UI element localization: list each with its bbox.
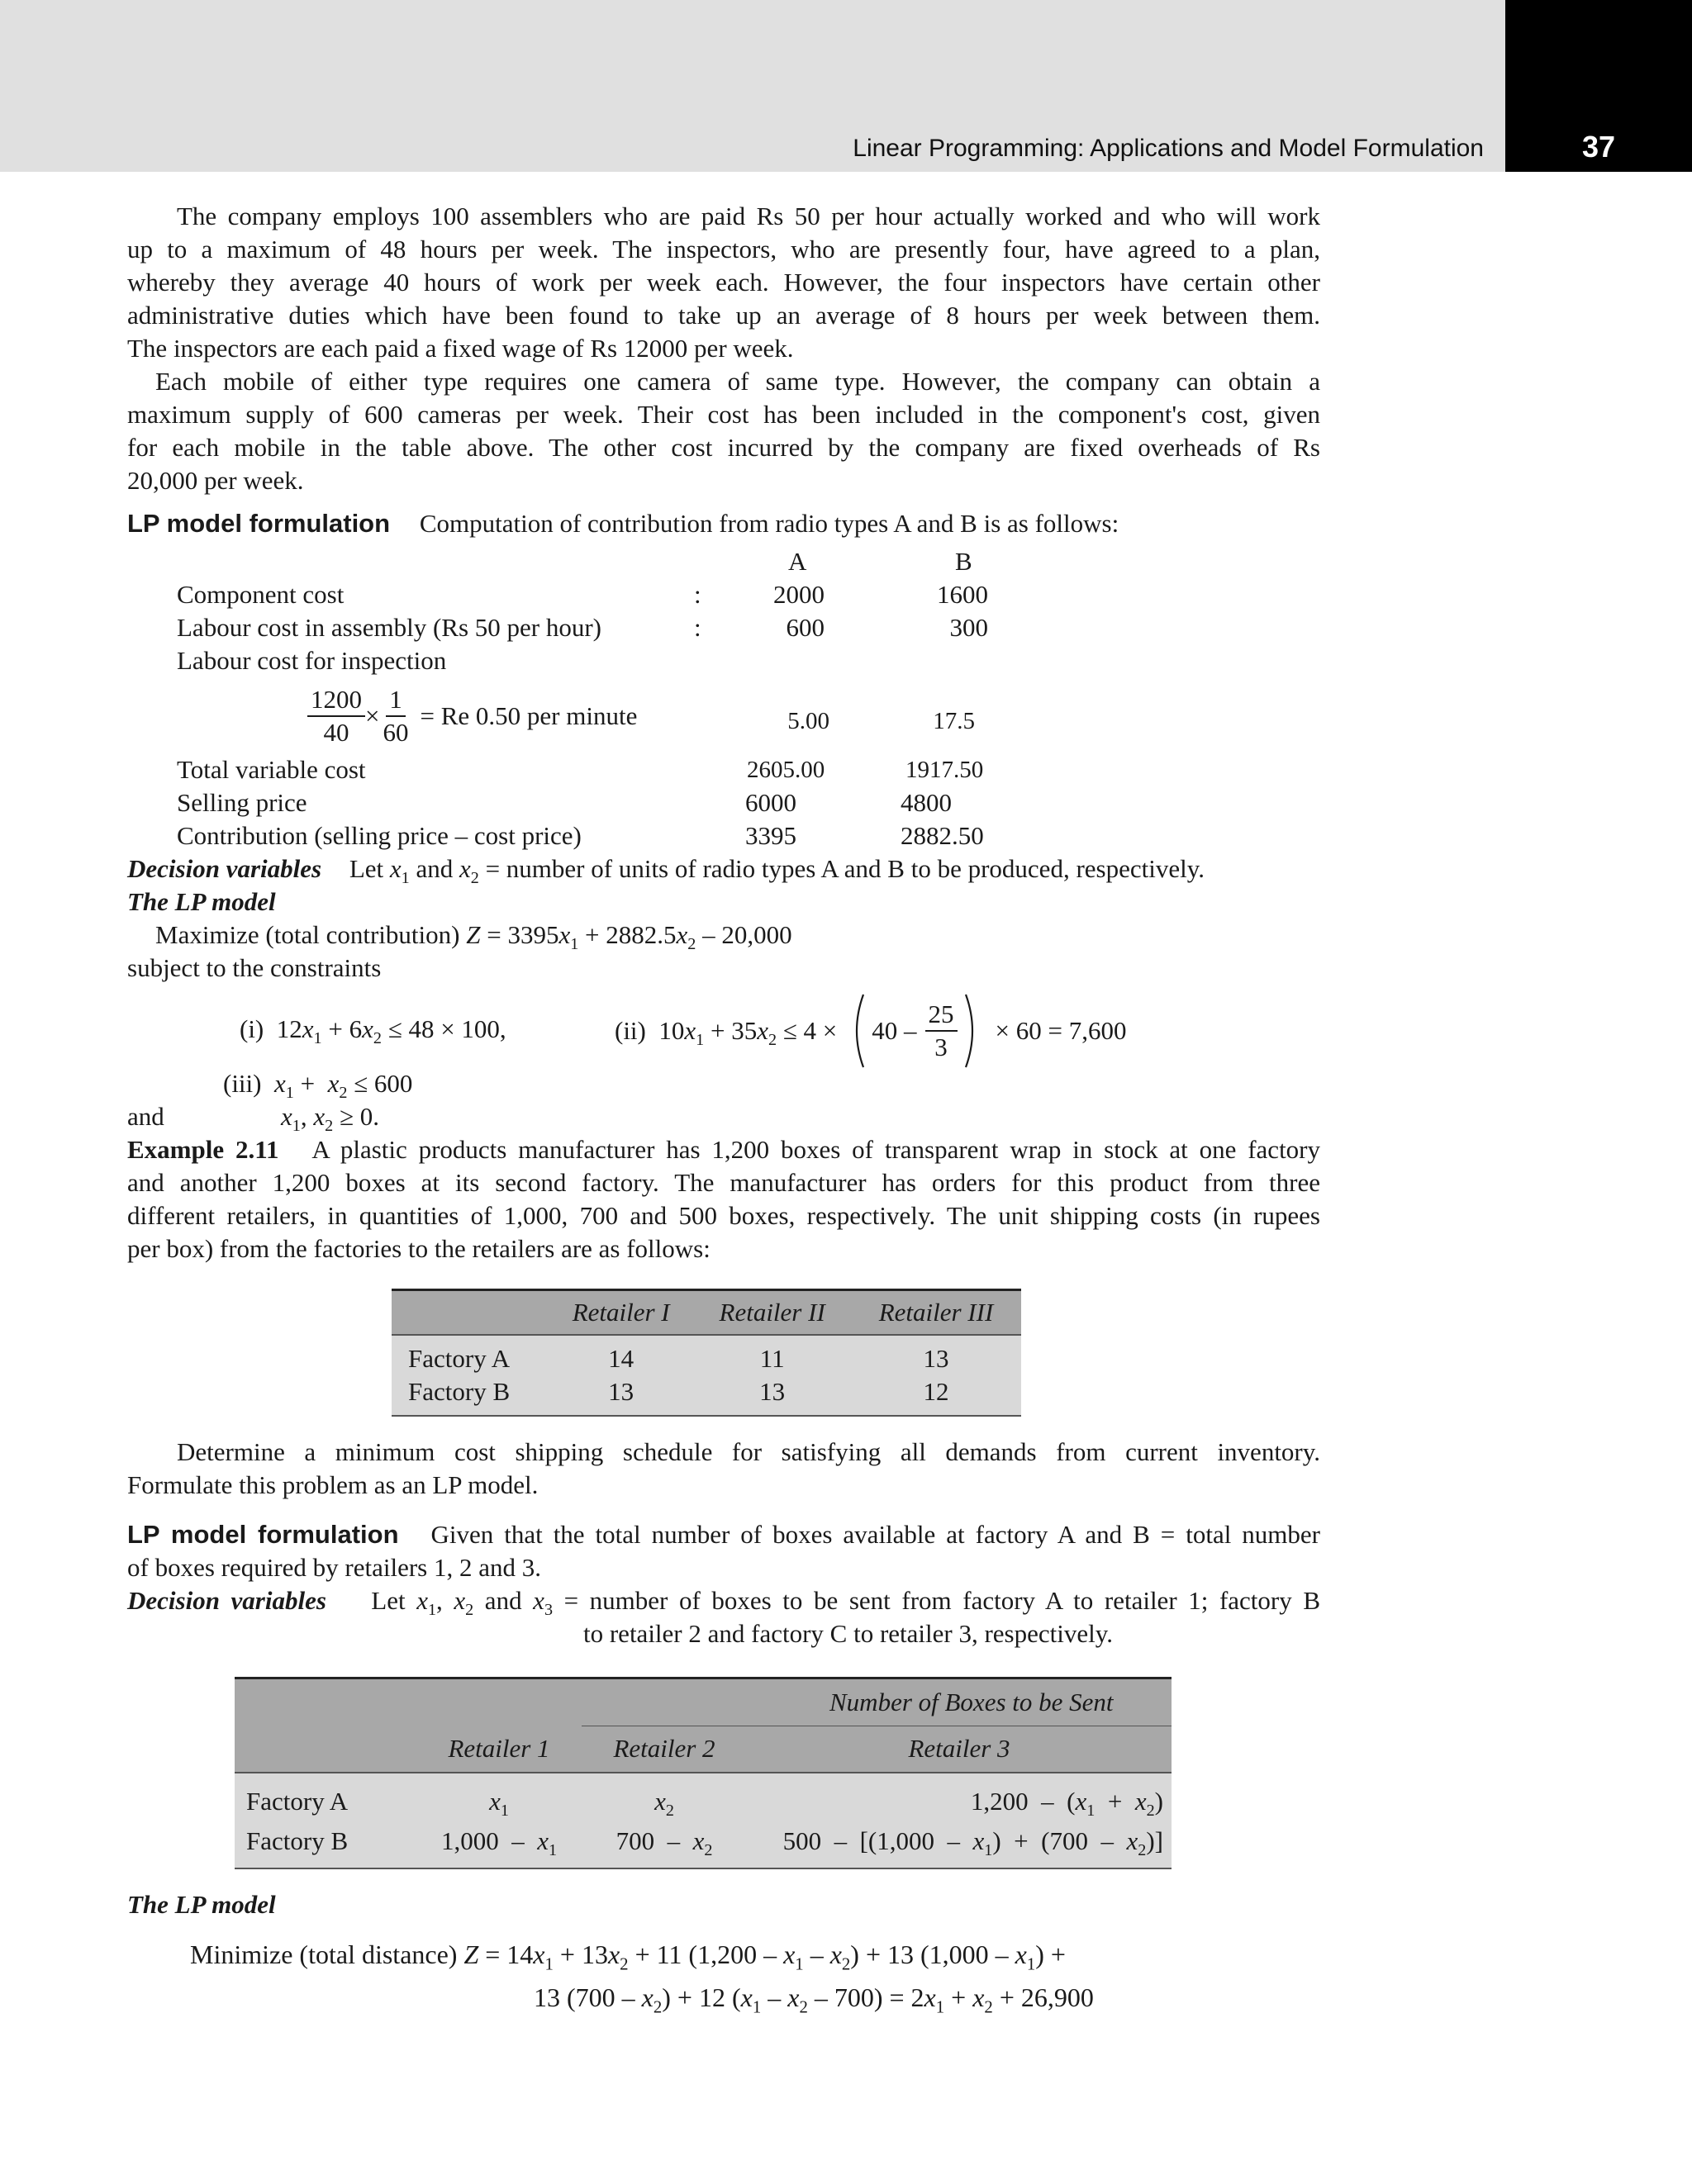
table-header-cell: Retailer 3 bbox=[747, 1726, 1172, 1773]
table-cell: $700 - x_2$ bbox=[582, 1822, 747, 1868]
lp-model-label-2: The LP model bbox=[127, 1890, 276, 1919]
table-row bbox=[392, 1375, 1021, 1416]
text-line: Determine a minimum cost shipping schedule for satisfying all demands from current inventory. bbox=[177, 1437, 1320, 1466]
total-row-label: Selling price bbox=[177, 788, 307, 817]
constraint-2-right: × 60 = 7,600 bbox=[995, 1016, 1127, 1045]
inspection-a: 5.00 bbox=[787, 708, 829, 734]
table-cell: 13 bbox=[851, 1335, 1021, 1375]
section-heading: LP model formulation bbox=[127, 509, 391, 538]
text-line: The company employs 100 assemblers who are paid Rs 50 per hour actually worked and who will work bbox=[177, 202, 1320, 230]
times-sign: × bbox=[365, 701, 380, 730]
denominator: 60 bbox=[383, 718, 409, 747]
table-header-cell: Retailer 1 bbox=[416, 1726, 582, 1773]
table-header-cell bbox=[235, 1726, 416, 1773]
text-line: whereby they average 40 hours of work per week each. However, the four inspectors have certain other bbox=[127, 268, 1320, 297]
text-line: different retailers, in quantities of 1,000, 700 and 500 boxes, respectively. The unit shipping costs (in rupees bbox=[127, 1201, 1320, 1230]
boxes-table bbox=[235, 1677, 1172, 1869]
cost-row-b: 300 bbox=[949, 613, 988, 642]
denominator: 40 bbox=[323, 718, 349, 747]
text-line bbox=[127, 1133, 1320, 1166]
constraint-3: (iii) $x_1 + x_2 \le 600$ bbox=[223, 1069, 413, 1103]
table-header-cell: Retailer III bbox=[851, 1290, 1021, 1335]
denominator: 3 bbox=[934, 1033, 948, 1061]
example-label: Example 2.11 bbox=[127, 1135, 279, 1164]
cost-row-colon: : bbox=[694, 580, 701, 609]
and-word: and bbox=[127, 1102, 164, 1131]
table-cell: 13 bbox=[693, 1375, 851, 1416]
heading-text: Given that the total number of boxes available at factory A and B = total number bbox=[430, 1520, 1320, 1549]
constraint-2: (ii) $10x_1 + 35x_2 \le 4$ × 40 – $\frac{25}{3}$ × 60 = 7,600 bbox=[615, 991, 1127, 1071]
decision-text-2: to retailer 2 and factory C to retailer 3, respectively. bbox=[583, 1619, 1113, 1648]
text-line: The inspectors are each paid a fixed wage of Rs 12000 per week. bbox=[127, 334, 794, 363]
table-header-row bbox=[235, 1678, 1172, 1726]
decision-variables-2: Decision variables Let $x_1$, $x_2$ and $x_3$ = number of boxes to be sent from factory A to retailer 1; factory B bbox=[127, 1586, 1320, 1620]
table-cell: $1,200 - (x_1 + x_2)$ bbox=[747, 1773, 1172, 1822]
table-cell: 11 bbox=[693, 1335, 851, 1375]
text-line bbox=[127, 1518, 1320, 1551]
table-cell: $1,000 - x_1$ bbox=[416, 1822, 582, 1868]
table-cell: 13 bbox=[549, 1375, 693, 1416]
decision-label: Decision variables bbox=[127, 854, 322, 883]
nonnegativity: $x_1$, $x_2 \ge 0$. bbox=[281, 1102, 379, 1136]
table-cell: $500 - [(1,000 - x_1) + (700 - x_2)]$ bbox=[747, 1822, 1172, 1868]
table-row bbox=[235, 1822, 1172, 1868]
paren-inner: 40 – bbox=[872, 1016, 917, 1045]
table-header-row bbox=[235, 1726, 1172, 1773]
table-cell: Factory B bbox=[392, 1375, 549, 1416]
left-paren-icon bbox=[847, 993, 867, 1069]
table-header-cell: Retailer II bbox=[693, 1290, 851, 1335]
decision-variables-1: Decision variables Let $x_1$ and $x_2$ = number of units of radio types A and B to be produced, respectively. bbox=[127, 854, 1205, 888]
lp-formulation-2 bbox=[127, 1518, 1320, 1584]
example-line: A plastic products manufacturer has 1,200 boxes of transparent wrap in stock at one factory bbox=[311, 1135, 1321, 1164]
inspection-formula bbox=[307, 684, 637, 748]
total-row-label: Contribution (selling price – cost price) bbox=[177, 821, 582, 850]
text-line: Each mobile of either type requires one camera of same type. However, the company can obtain a bbox=[155, 367, 1320, 396]
text-line: administrative duties which have been found to take up an average of 8 hours per week between them. bbox=[127, 301, 1320, 330]
table-cell: Factory A bbox=[235, 1773, 416, 1822]
numerator: 1 bbox=[386, 684, 406, 717]
table-row bbox=[392, 1335, 1021, 1375]
section-heading: LP model formulation bbox=[127, 1520, 399, 1549]
intro-paragraph-2 bbox=[127, 365, 1320, 497]
inspection-b: 17.5 bbox=[933, 708, 975, 734]
text-line: of boxes required by retailers 1, 2 and 3. bbox=[127, 1553, 542, 1582]
heading-text: Computation of contribution from radio types A and B is as follows: bbox=[419, 509, 1119, 538]
objective-1: Maximize (total contribution) $Z = 3395x_1 + 2882.5x_2 - 20,000$ bbox=[155, 920, 792, 954]
decision-label: Decision variables bbox=[127, 1586, 326, 1615]
table-row bbox=[235, 1773, 1172, 1822]
col-header-a: A bbox=[788, 547, 807, 576]
text-line: 20,000 per week. bbox=[127, 466, 304, 495]
text-line: maximum supply of 600 cameras per week. Their cost has been included in the component's cost, given bbox=[127, 400, 1320, 429]
shipping-cost-table bbox=[392, 1289, 1021, 1417]
table-header-cell bbox=[416, 1678, 582, 1726]
table-cell: $x_1$ bbox=[416, 1773, 582, 1822]
fraction bbox=[925, 999, 958, 1063]
text-line: Formulate this problem as an LP model. bbox=[127, 1470, 539, 1499]
fraction bbox=[379, 684, 411, 748]
cost-row-colon: : bbox=[694, 613, 701, 642]
example-paragraph bbox=[127, 1133, 1320, 1265]
col-header-b: B bbox=[955, 547, 972, 576]
right-paren-icon bbox=[962, 993, 982, 1069]
intro-paragraph-1 bbox=[127, 200, 1320, 365]
total-row-b: 2882.50 bbox=[901, 821, 984, 850]
table-header-row bbox=[392, 1290, 1021, 1335]
table-header-cell bbox=[392, 1290, 549, 1335]
lp-model-label-1: The LP model bbox=[127, 887, 276, 916]
total-row-b: 1917.50 bbox=[905, 757, 984, 783]
constraint-1: (i) $12x_1 + 6x_2 \le 48 \times 100$, bbox=[240, 1014, 506, 1048]
after-table-paragraph bbox=[127, 1436, 1320, 1502]
fraction bbox=[307, 684, 365, 748]
total-row-a: 6000 bbox=[745, 788, 796, 817]
table-header-cell bbox=[235, 1678, 416, 1726]
subject-to: subject to the constraints bbox=[127, 953, 382, 982]
cost-row-b: 1600 bbox=[937, 580, 988, 609]
cost-row-label: Labour cost in assembly (Rs 50 per hour) bbox=[177, 613, 601, 642]
page-number: 37 bbox=[1581, 130, 1616, 164]
text-line: for each mobile in the table above. The other cost incurred by the company are fixed overheads of Rs bbox=[127, 433, 1320, 462]
text-line: and another 1,200 boxes at its second factory. The manufacturer has orders for this product from three bbox=[127, 1168, 1320, 1197]
cost-row-a: 600 bbox=[786, 613, 825, 642]
table-cell: Factory B bbox=[235, 1822, 416, 1868]
total-row-label: Total variable cost bbox=[177, 755, 366, 784]
group-header: Number of Boxes to be Sent bbox=[582, 1678, 1172, 1726]
table-cell: 14 bbox=[549, 1335, 693, 1375]
table-cell: 12 bbox=[851, 1375, 1021, 1416]
total-row-b: 4800 bbox=[901, 788, 952, 817]
text-line: per box) from the factories to the retailers are as follows: bbox=[127, 1234, 711, 1263]
text-line: up to a maximum of 48 hours per week. The inspectors, who are presently four, have agreed to a plan, bbox=[127, 235, 1320, 264]
table-header-cell: Retailer I bbox=[549, 1290, 693, 1335]
table-cell: $x_2$ bbox=[582, 1773, 747, 1822]
objective-2-line-1: Minimize (total distance) $Z = 14x_1 + 13x_2 + 11$ $(1,200 - x_1 - x_2) + 13$ $(1,000 - x_1)$ + bbox=[190, 1939, 1066, 1974]
table-cell: Factory A bbox=[392, 1335, 549, 1375]
cost-row-label: Labour cost for inspection bbox=[177, 646, 447, 675]
cost-row-a: 2000 bbox=[773, 580, 825, 609]
total-row-a: 3395 bbox=[745, 821, 796, 850]
rate-text: = Re 0.50 per minute bbox=[420, 701, 638, 730]
total-row-a: 2605.00 bbox=[747, 757, 825, 783]
objective-2-line-2: 13 $(700 - x_2) + 12$ $(x_1 - x_2 - 700) = 2x_1 + x_2 + 26,900$ bbox=[534, 1982, 1094, 2017]
cost-row-label: Component cost bbox=[177, 580, 345, 609]
lp-formulation-heading-1 bbox=[127, 507, 1119, 540]
running-head: Linear Programming: Applications and Model Formulation bbox=[853, 135, 1484, 162]
numerator: 1200 bbox=[307, 684, 365, 717]
numerator: 25 bbox=[925, 999, 958, 1032]
table-header-cell: Retailer 2 bbox=[582, 1726, 747, 1773]
